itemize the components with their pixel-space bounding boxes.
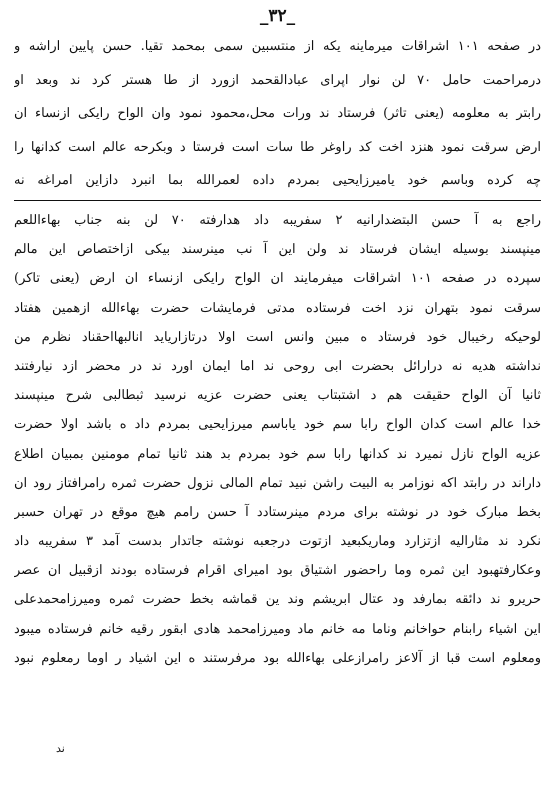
text-line: در صفحه ۱۰۱ اشراقات میرماینه یکه از منتسبین سمی بمحمد تقیا. حسن پایین اراشه و bbox=[14, 39, 541, 54]
section-divider bbox=[14, 200, 541, 201]
page-number: _٣٢_ bbox=[259, 6, 296, 26]
upper-paragraph bbox=[14, 30, 541, 198]
text-line: لوحیکه رخیبال خود فرستاد ه مبین وانس است اولا درتازاریاید انالبهااحقناد نظرم من bbox=[14, 329, 541, 345]
text-line: نداشته هدیه نه درارائل بحضرت ابی روحی ند اما ایمان اورد ند در محضر ازد نیارفتند bbox=[14, 358, 541, 374]
text-line: مینپسند بوسیله ایشان فرستاد ند ولن این آ نب مینرسند بیکی ازاختصاص این مالم bbox=[14, 242, 541, 258]
text-line: وعکارفتهبود این ثمره وما راحضور اشتیاق بود امیرای اقرام فرستاده بودند ازقبیل ان عصر bbox=[14, 563, 541, 579]
text-line: داراند در رابتد اکه نوزامر به البیت راشن نبید تمام المالی نزول حضرت ثمره رامرافتاز رود ان bbox=[14, 475, 541, 491]
text-line: عزیه الواح نازل نمیرد ند کدانها رابا سم خود بمردم بد هند ثانیا تمام مومنین بمبیان اطلاع bbox=[14, 446, 541, 462]
text-line: سرقت نمود بتهران نزد اخت فرستاده مدتی فرمایشات حضرت بهاءالله ازهمین هفتاد bbox=[14, 300, 541, 316]
text-line: بخط مبارک خود در نوشته برای مردم مینرستادد آ حسن رامم هیچ موقع در تهران حسبر bbox=[14, 504, 541, 520]
text-line: راجع به آ حسن البتضدارانیه ۲ سفریبه داد هدارفته ۷۰ لن بنه جناب بهاءاللعم bbox=[14, 213, 541, 228]
text-line: سپرده در صفحه ۱۰۱ اشراقات میفرمایند ان الواح رایکی ازنساء ان ارض (یعنی تاکر) bbox=[14, 271, 541, 287]
margin-note: ند bbox=[56, 742, 65, 755]
text-line: ثانیا آن الواح حقیقت هم د اشتبتاب یعنی حضرت عزیه نرسید ثبطالبی شرح مینپسند bbox=[14, 388, 541, 404]
lower-paragraph bbox=[14, 206, 541, 673]
text-line: ارض سرقت نمود هنزد اخت کد راوغر طا سات است فرستا د وبکرحه عالم است کدانها را bbox=[14, 139, 541, 155]
text-line: درمراحمت حامل ۷۰ لن نوار اپرای عبادالقحمد ازورد از طا هستر کرد ند وبعد او bbox=[14, 72, 541, 88]
text-line: چه کرده وباسم خود یامیرزایحیی بمردم داده لعمرالله بما انبرد دازاین امراغه نه bbox=[14, 173, 541, 188]
text-line: این اشیاء رابنام حواخانم وناما مه خانم ماد ومیرزامحمد هادی ابقور رقیه خانم فرستاده میبود bbox=[14, 621, 541, 637]
text-line: نکرد ند مثارالیه ازتزارد وماریکبعید ازتوت درجعبه نوشته جاتدار بدست آمد ۳ سفریبه داد bbox=[14, 534, 541, 550]
text-line: حریرو ند دائقه بمارفد ود عتال ابریشم وند ین قماشه بخط حضرت ثمره ومیرزامحمدعلی bbox=[14, 592, 541, 608]
text-line: ومعلوم است قبا از آلاعز رامرازعلی بهاءالله بود مرفرستند ه این اشیاد ر اوما رمعلوم نبود bbox=[14, 650, 541, 666]
text-line: خدا عالم است کدان الواح رابا سم خود یاباسم میرزایحیی بمردم داد ه باشد اولا حضرت bbox=[14, 417, 541, 433]
text-line: رابتر به معلومه (یعنی تاثر) فرستاد ند ورات محل،محمود نمود وان الواح رایکی ازنساء ان bbox=[14, 106, 541, 121]
